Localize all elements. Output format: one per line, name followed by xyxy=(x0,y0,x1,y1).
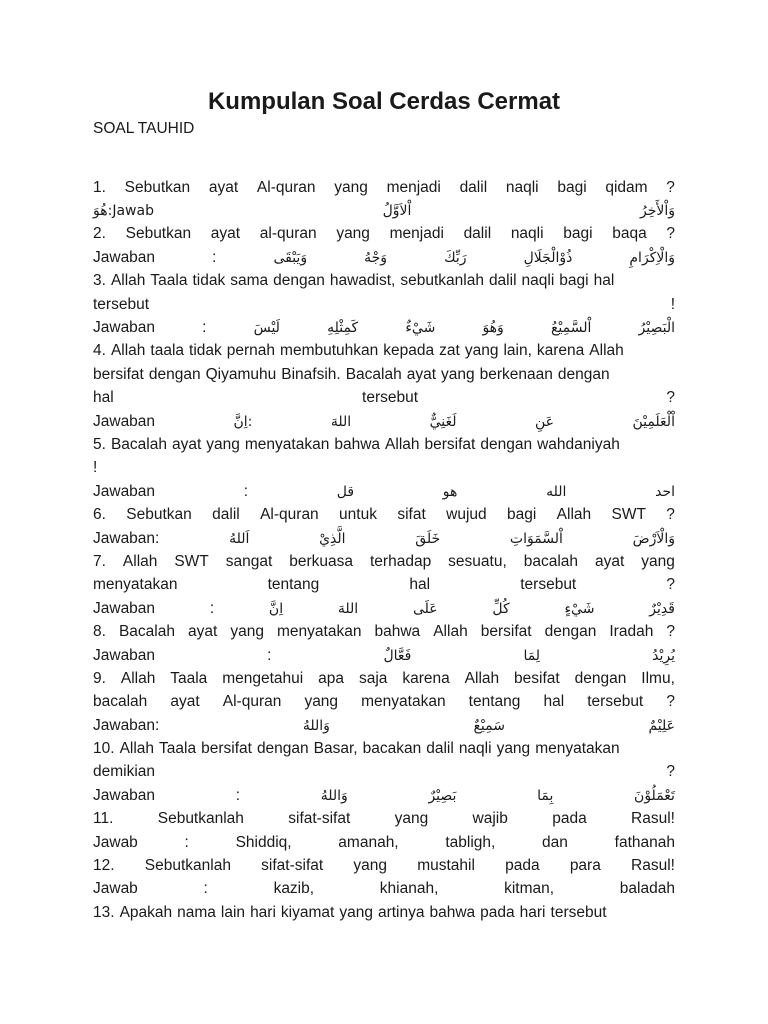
word: tersebut xyxy=(587,693,644,711)
word: Jawaban: xyxy=(93,529,160,547)
word: karena xyxy=(402,669,450,687)
word: ? xyxy=(666,576,675,594)
word: Sebutkanlah xyxy=(157,810,244,828)
word: pada xyxy=(552,810,587,828)
word: يُرِيْدُ xyxy=(652,647,675,664)
word: اْلسَّمَوَاتِ xyxy=(509,530,563,547)
word: naqli xyxy=(505,178,539,196)
word: Sebutkan xyxy=(126,506,192,524)
word: اِنَّ xyxy=(268,600,284,617)
text-line xyxy=(93,270,675,293)
word: hari xyxy=(250,903,276,921)
word: بَصِيْرٌ xyxy=(428,787,457,804)
word: bersifat xyxy=(93,365,144,383)
word: wahdaniyah xyxy=(537,435,620,453)
word: tersebut xyxy=(520,576,577,594)
word: fathanah xyxy=(614,833,675,851)
word: bagi xyxy=(506,506,537,524)
word: khianah, xyxy=(379,880,439,898)
word: bersifat xyxy=(480,623,532,641)
word: tidak xyxy=(189,342,222,360)
word: 5. xyxy=(93,435,106,453)
word: naqli xyxy=(510,225,544,243)
word: dan xyxy=(542,833,568,851)
word: وَالْاِكْرَامِ xyxy=(629,249,675,266)
word: menyatakan xyxy=(244,435,330,453)
word: ayat xyxy=(188,623,218,641)
word: sifat xyxy=(397,506,426,524)
word: bersifat xyxy=(424,435,476,453)
word: 4. xyxy=(93,342,106,360)
text-line xyxy=(93,574,675,597)
word: kepada xyxy=(383,342,435,360)
word: yang xyxy=(641,552,675,570)
word: Bacalah xyxy=(118,623,175,641)
word: wujud xyxy=(446,506,487,524)
word: 3. xyxy=(93,272,106,290)
word: Jawaban xyxy=(93,786,156,804)
word: : xyxy=(202,319,207,337)
word: bacakan xyxy=(362,740,422,758)
text-line xyxy=(93,457,675,480)
word: Sebutkan xyxy=(124,178,191,196)
text-line xyxy=(93,831,675,854)
word: قل xyxy=(336,483,355,500)
word: SWT xyxy=(174,552,209,570)
word: yang xyxy=(496,740,531,758)
word: amanah, xyxy=(338,833,399,851)
word: bagi xyxy=(563,225,593,243)
word: dalil xyxy=(426,740,454,758)
word: 13. xyxy=(93,903,115,921)
word: Jawab xyxy=(93,833,138,851)
word: ذُوْالْجَلَالِ xyxy=(523,249,573,266)
word: hawadist, xyxy=(329,272,396,290)
word: naqli xyxy=(458,740,492,758)
word: tersebut xyxy=(362,389,419,407)
word: terhadap xyxy=(370,552,432,570)
word: ? xyxy=(666,178,675,196)
word: yang xyxy=(353,857,387,875)
word: وَالْاَرْضَ xyxy=(632,530,675,547)
word: Al-quran xyxy=(256,178,316,196)
word: pada xyxy=(480,903,515,921)
word: dengan xyxy=(273,272,325,290)
text-line xyxy=(93,597,675,620)
word: dalil xyxy=(212,506,240,524)
text-line xyxy=(93,223,675,246)
word: 11. xyxy=(93,810,114,828)
word: bacalah xyxy=(93,693,148,711)
word: 10. xyxy=(93,740,115,758)
word: كَمِثْلِهِ xyxy=(327,320,359,337)
word: وَجْهُ xyxy=(364,249,388,266)
word: : xyxy=(235,786,241,804)
text-line xyxy=(93,410,675,433)
text-line xyxy=(93,667,675,690)
word: nama xyxy=(177,903,216,921)
word: Sebutkanlah xyxy=(144,857,231,875)
word: 8. xyxy=(93,623,106,641)
word: SWT xyxy=(611,506,646,524)
text-line xyxy=(93,387,675,410)
word: الْبَصِيْرُ xyxy=(638,320,675,337)
word: mengetahui xyxy=(222,669,304,687)
word: : xyxy=(184,833,189,851)
word: Taala xyxy=(170,669,208,687)
word: لَغَنِيٌّ xyxy=(429,413,457,430)
word: ! xyxy=(670,295,675,313)
word: 2. xyxy=(93,225,106,243)
word: Jawaban xyxy=(93,599,156,617)
word: sangat xyxy=(225,552,273,570)
word: Allah xyxy=(120,669,156,687)
word: zat xyxy=(439,342,460,360)
page-title: Kumpulan Soal Cerdas Cermat xyxy=(207,88,561,115)
word: Shiddiq, xyxy=(235,833,292,851)
word: naqli xyxy=(521,272,555,290)
word: Allah xyxy=(110,272,146,290)
text-line xyxy=(93,363,675,386)
word: hal xyxy=(409,576,431,594)
word: Jawaban xyxy=(93,248,156,266)
word: ayat xyxy=(406,365,437,383)
word: berkuasa xyxy=(289,552,354,570)
word: pernah xyxy=(226,342,276,360)
word: bersifat xyxy=(201,740,252,758)
word: Allah xyxy=(589,342,624,360)
word: wajib xyxy=(472,810,508,828)
word: Allah xyxy=(119,740,155,758)
word: Al-quran xyxy=(222,693,282,711)
word: هو xyxy=(442,483,458,500)
word: ayat xyxy=(208,178,239,196)
word: bahwa xyxy=(374,623,421,641)
word: Al-quran xyxy=(260,506,319,524)
word: الَّذِيْ xyxy=(319,530,346,547)
word: kiyamat xyxy=(280,903,335,921)
text-line xyxy=(93,527,675,550)
text-line xyxy=(93,737,675,760)
word: lain, xyxy=(503,342,532,360)
text-line xyxy=(93,433,675,456)
word: 7. xyxy=(93,552,106,570)
word: yang xyxy=(464,342,499,360)
word: وَاللهُ xyxy=(320,787,348,804)
text-line xyxy=(93,340,675,363)
word: baladah xyxy=(619,880,675,898)
text-line xyxy=(93,784,675,807)
word: Qiyamuhu xyxy=(205,365,277,383)
word: ? xyxy=(666,225,675,243)
word: فَعَّالٌ xyxy=(383,647,412,664)
word: اللهَ xyxy=(337,600,359,617)
word: عَلَى xyxy=(412,600,438,617)
text-line xyxy=(93,714,675,737)
word: :اِنَّ xyxy=(233,413,253,430)
word: ? xyxy=(666,623,675,641)
word: membutuhkan xyxy=(280,342,379,360)
word: رَبِّكَ xyxy=(444,249,467,266)
word: Rasul! xyxy=(631,810,675,828)
word: ! xyxy=(93,459,98,477)
word: bahwa xyxy=(334,435,381,453)
word: Iradah xyxy=(609,623,654,641)
word: para xyxy=(569,857,601,875)
word: Allah xyxy=(556,506,592,524)
word: Rasul! xyxy=(631,857,675,875)
word: اْلسَّمِيْعُ xyxy=(550,320,592,337)
word: hal xyxy=(543,693,565,711)
word: yang xyxy=(334,178,368,196)
word: tersebut xyxy=(550,903,607,921)
text-line xyxy=(93,854,675,877)
word: Allah xyxy=(385,435,420,453)
word: Bacalah xyxy=(345,365,402,383)
text-line xyxy=(93,620,675,643)
word: tabligh, xyxy=(445,833,496,851)
word: hal xyxy=(593,272,615,290)
word: dalil xyxy=(488,272,517,290)
text-line xyxy=(93,761,675,784)
word: dalil xyxy=(463,225,492,243)
word: Allah xyxy=(433,623,468,641)
word: sesuatu, xyxy=(448,552,507,570)
text-line xyxy=(93,901,675,924)
word: اْلاَوَّلُ xyxy=(382,203,412,220)
word: قَدِيْرٌ xyxy=(649,600,675,617)
text-line xyxy=(93,808,675,831)
word: dalil xyxy=(459,178,488,196)
word: bagi xyxy=(559,272,589,290)
word: ? xyxy=(666,506,675,524)
word: : xyxy=(243,482,249,500)
word: dengan xyxy=(557,365,610,383)
word: menjadi xyxy=(389,225,444,243)
word: sebutkanlah xyxy=(400,272,484,290)
word: Allah xyxy=(110,342,146,360)
text-line xyxy=(93,246,675,269)
word: شَيْءٍ xyxy=(564,600,595,617)
word: عَلِيْمٌ xyxy=(648,717,675,734)
word: ? xyxy=(666,389,675,407)
word: yang xyxy=(339,903,373,921)
word: 9. xyxy=(93,669,106,687)
word: untuk xyxy=(339,506,377,524)
word: hal xyxy=(93,389,114,407)
word: hari xyxy=(519,903,546,921)
word: yang xyxy=(230,623,264,641)
word: Basar, xyxy=(313,740,358,758)
word: sifat-sifat xyxy=(288,810,351,828)
word: tersebut xyxy=(93,295,150,313)
word: ? xyxy=(666,763,675,781)
word: demikian xyxy=(93,763,156,781)
text-line xyxy=(93,176,675,199)
word: عَنِ xyxy=(534,413,554,430)
word: kazib, xyxy=(273,880,315,898)
word: اْلْعَلَمِيْنَ xyxy=(632,413,675,430)
word: لَيْسَ xyxy=(253,320,280,337)
word: Jawaban xyxy=(93,482,156,500)
word: artinya xyxy=(377,903,425,921)
word: ayat xyxy=(210,225,241,243)
word: tentang xyxy=(468,693,521,711)
word: Taala xyxy=(159,740,197,758)
word: dengan xyxy=(480,435,533,453)
word: الله xyxy=(546,483,567,500)
text-line xyxy=(93,316,675,339)
word: bacalah xyxy=(523,552,579,570)
word: اللهَ xyxy=(330,413,352,430)
word: tidak xyxy=(192,272,226,290)
word: تَعْمَلُوْنَ xyxy=(634,787,675,804)
word: لِمَا xyxy=(523,647,541,664)
word: ? xyxy=(666,693,675,711)
word: yang xyxy=(394,810,429,828)
word: apa xyxy=(318,669,345,687)
word: dengan xyxy=(544,623,597,641)
word: dengan xyxy=(256,740,309,758)
word: : xyxy=(212,248,217,266)
word: وَاْلأَخِرُ xyxy=(639,203,675,220)
word: خَلَقَ xyxy=(415,530,441,547)
text-line xyxy=(93,199,675,222)
word: ayat xyxy=(170,693,200,711)
word: sifat-sifat xyxy=(261,857,324,875)
word: احد xyxy=(655,483,675,500)
word: menyatakan xyxy=(361,693,446,711)
text-line xyxy=(93,550,675,573)
word: Jawab xyxy=(93,880,138,898)
word: saja xyxy=(358,669,388,687)
word: Jawab:هُوَ xyxy=(93,203,154,220)
word: yang xyxy=(304,693,339,711)
word: qidam xyxy=(605,178,648,196)
word: Jawaban: xyxy=(93,716,160,734)
document-body xyxy=(93,176,675,925)
word: kitman, xyxy=(504,880,555,898)
word: bagi xyxy=(557,178,587,196)
text-line xyxy=(93,644,675,667)
word: tentang xyxy=(267,576,320,594)
text-line xyxy=(93,691,675,714)
word: 6. xyxy=(93,506,106,524)
word: menyatakan xyxy=(277,623,362,641)
word: menyatakan xyxy=(535,740,620,758)
text-line xyxy=(93,878,675,901)
word: lain xyxy=(220,903,246,921)
word: وَهُوَ xyxy=(482,320,504,337)
word: baqa xyxy=(612,225,647,243)
word: : xyxy=(209,599,215,617)
word: bahwa xyxy=(429,903,476,921)
word: Jawaban xyxy=(93,646,156,664)
word: 12. xyxy=(93,857,115,875)
word: Jawaban xyxy=(93,319,156,337)
word: كُلِّ xyxy=(492,600,510,617)
word: Apakah xyxy=(119,903,173,921)
word: al-quran xyxy=(259,225,317,243)
word: : xyxy=(203,880,208,898)
word: yang xyxy=(206,435,240,453)
word: berkenaan xyxy=(479,365,553,383)
word: اَللهُ xyxy=(229,530,250,547)
word: Allah xyxy=(122,552,158,570)
word: Allah xyxy=(464,669,500,687)
word: وَيَبْقَى xyxy=(273,249,308,266)
word: menjadi xyxy=(386,178,441,196)
word: Binafsih. xyxy=(281,365,341,383)
word: taala xyxy=(150,342,185,360)
word: : xyxy=(267,646,272,664)
word: 1. xyxy=(93,178,106,196)
text-line xyxy=(93,480,675,503)
word: شَيْءٌ xyxy=(405,320,436,337)
word: yang xyxy=(336,225,370,243)
word: ayat xyxy=(171,435,202,453)
text-line xyxy=(93,503,675,526)
word: pada xyxy=(505,857,540,875)
word: dengan xyxy=(148,365,201,383)
text-line xyxy=(93,293,675,316)
word: besifat xyxy=(514,669,560,687)
word: Bacalah xyxy=(110,435,167,453)
word: Taala xyxy=(150,272,188,290)
word: dengan xyxy=(574,669,627,687)
word: Jawaban xyxy=(93,412,156,430)
section-subtitle: SOAL TAUHID xyxy=(93,120,195,137)
word: وَاللهُ xyxy=(302,717,330,734)
word: Sebutkan xyxy=(125,225,192,243)
word: ayat xyxy=(595,552,625,570)
word: mustahil xyxy=(417,857,475,875)
word: karena xyxy=(536,342,585,360)
word: Ilmu, xyxy=(641,669,675,687)
word: سَمِيْعٌ xyxy=(473,717,505,734)
word: menyatakan xyxy=(93,576,178,594)
word: sama xyxy=(230,272,269,290)
word: بِمَا xyxy=(537,787,554,804)
word: yang xyxy=(441,365,475,383)
